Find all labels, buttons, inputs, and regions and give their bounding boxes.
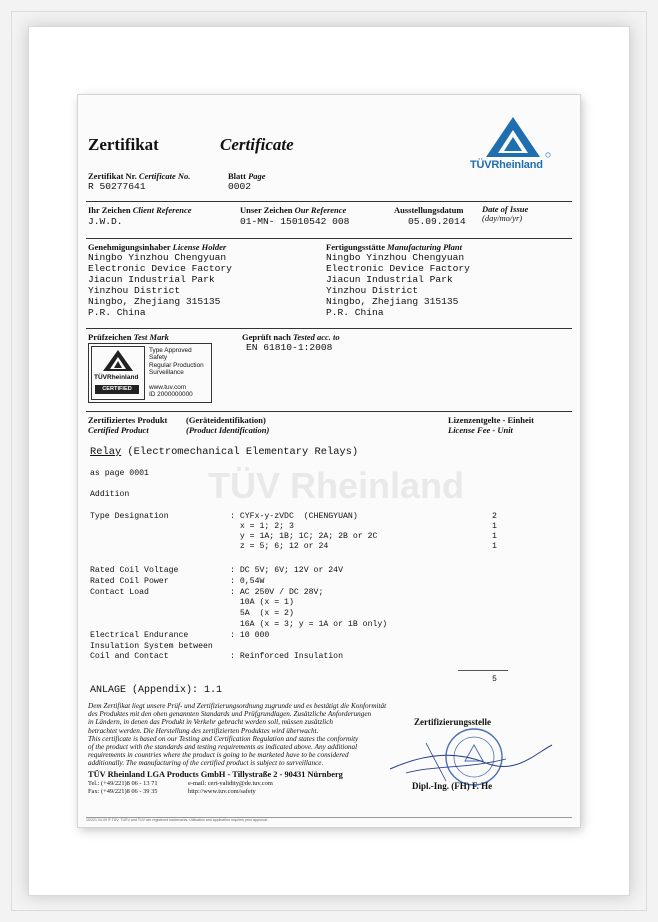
addition-text: Addition [90, 490, 130, 499]
tuv-logo [468, 113, 558, 175]
client-ref-value: J.W.D. [88, 216, 123, 227]
our-ref-label: Unser Zeichen Our Reference [240, 205, 347, 215]
row-fee: 2 [492, 512, 497, 521]
spec-key: Rated Coil Voltage [90, 566, 179, 575]
spec-row [90, 652, 570, 663]
tested-label: Geprüft nach Tested acc. to [242, 332, 340, 342]
issue-date-label: Ausstellungsdatum [394, 205, 464, 215]
spec-value: 16A (x = 3; y = 1A or 1B only) [230, 619, 388, 629]
holder-line: Electronic Device Factory [88, 263, 232, 274]
product-ident-label: (Geräteidentifikation) (Product Identification) [186, 415, 270, 435]
row-fee: 1 [492, 522, 497, 531]
row-fee: 1 [492, 542, 497, 551]
plant-line: Yinzhou District [326, 285, 419, 296]
spec-value: 10A (x = 1) [230, 598, 294, 608]
mark-footer [149, 384, 193, 399]
row-value: x = 1; 2; 3 [230, 522, 294, 531]
plant-address [326, 252, 470, 318]
legal-line: des Produktes mit den oben genannten Standards und Prüfgrundlagen. Zusätzliche Anforderungen [88, 710, 372, 719]
divider [86, 201, 572, 202]
test-mark-badge [88, 343, 212, 403]
page-label: Blatt Page [228, 171, 266, 181]
fee-total-line [458, 670, 508, 671]
product-name-main: Relay [90, 446, 122, 458]
cert-no-label: Zertifikat Nr. Certificate No. [88, 171, 191, 181]
title-de: Zertifikat [88, 135, 159, 154]
spec-value: : 10 000 [230, 630, 270, 640]
client-ref-label: Ihr Zeichen Client Reference [88, 205, 192, 215]
holder-label: Genehmigungsinhaber License Holder [88, 242, 227, 252]
legal-text [88, 702, 408, 768]
holder-line: Ningbo, Zhejiang 315135 [88, 296, 221, 307]
cert-body-label: Zertifizierungsstelle [414, 717, 491, 727]
row-key: Type Designation [90, 512, 169, 521]
spec-value: 5A (x = 2) [230, 609, 294, 619]
mark-line: Type Approved [149, 347, 192, 354]
page-value: 0002 [228, 181, 252, 192]
plant-label: Fertigungsstätte Manufacturing Plant [326, 242, 463, 252]
legal-line: requirements in countries where the product is going to be marketed have to be considered [88, 751, 349, 760]
fax-text: Fax: (+49/221)8 06 - 39 35 [88, 788, 158, 795]
table-row [90, 542, 570, 552]
mark-id: ID 2000000000 [149, 391, 193, 399]
plant-line: Ningbo Yinzhou Chengyuan [326, 252, 465, 263]
footer-note: 10/221 04.09 ® TÜV, TUEV and TUV are registered trademarks. Utilisation and application requires prior approval. [86, 818, 268, 822]
mark-certified: CERTIFIED [95, 385, 139, 394]
divider [86, 238, 572, 239]
table-row [90, 522, 570, 532]
signer-name: Dipl.-Ing. (FH) F. He [412, 781, 493, 791]
contact-row [88, 780, 408, 788]
holder-line: Jiacun Industrial Park [88, 274, 215, 285]
mark-line: Regular Production [149, 361, 204, 369]
holder-line: P.R. China [88, 307, 146, 318]
product-name [90, 447, 358, 458]
website-link[interactable]: http://www.tuv.com/safety [188, 788, 256, 795]
mark-line: Surveillance [149, 369, 184, 377]
spec-row [90, 642, 570, 653]
spec-key: Insulation System between [90, 641, 213, 651]
spec-row [90, 588, 570, 599]
spec-key: Rated Coil Power [90, 576, 169, 586]
spec-value: : Reinforced Insulation [230, 652, 344, 662]
tuv-triangle-icon [468, 113, 558, 163]
legal-line: Dem Zertifikat liegt unsere Prüf- und Zertifizierungsordnung zugrunde und es bestätigt die Konformität [88, 702, 387, 710]
watermark-text: TÜV Rheinland [208, 465, 465, 506]
legal-line: additionally. The manufacturing of the certified product is subject to surveillance. [88, 759, 324, 768]
mark-triangle-icon [92, 347, 144, 375]
spec-value: : AC 250V / DC 28V; [230, 587, 324, 597]
divider [86, 411, 572, 412]
row-fee: 1 [492, 532, 497, 541]
title-en: Certificate [220, 135, 294, 154]
spec-key: Electrical Endurance [90, 630, 189, 640]
appendix-text: ANLAGE (Appendix): 1.1 [90, 685, 223, 696]
spec-key: Contact Load [90, 587, 149, 597]
tuv-logo-text: TÜVRheinland [470, 159, 543, 171]
legal-line: of the product with the standards and testing requirements as indicated above. Any additional [88, 743, 358, 752]
cert-no-value: R 50277641 [88, 181, 146, 192]
divider [86, 328, 572, 329]
company-address: TÜV Rheinland LGA Products GmbH - Tillystraße 2 - 90431 Nürnberg [88, 770, 343, 779]
contact-row [88, 788, 408, 796]
spec-key: Coil and Contact [90, 652, 169, 662]
issue-date-value: 05.09.2014 [408, 216, 466, 227]
fee-total: 5 [492, 675, 497, 684]
type-designation-table [90, 512, 570, 552]
holder-line: Ningbo Yinzhou Chengyuan [88, 252, 227, 263]
specs-table [90, 566, 570, 663]
row-value: z = 5; 6; 12 or 24 [230, 542, 329, 551]
spec-row [90, 620, 570, 631]
spec-row [90, 577, 570, 588]
table-row [90, 512, 570, 522]
plant-line: P.R. China [326, 307, 384, 318]
row-value: : CYFx-y-zVDC (CHENGYUAN) [230, 512, 358, 521]
legal-line: in Ländern, in denen das Produkt in Verkehr gebracht werden soll, müssen zusätzlich [88, 718, 334, 727]
holder-line: Yinzhou District [88, 285, 181, 296]
standard-value: EN 61810-1:2008 [246, 342, 333, 353]
mark-url: www.tuv.com [149, 384, 187, 391]
contact-block [88, 780, 408, 796]
plant-line: Jiacun Industrial Park [326, 274, 453, 285]
spec-row [90, 609, 570, 620]
our-ref-value: 01-MN- 15010542 008 [240, 216, 350, 227]
product-label: Zertifiziertes Produkt Certified Product [88, 415, 168, 435]
legal-line: betrachtet werden. Die Herstellung des zertifizierten Produktes wird überwacht. [88, 726, 319, 735]
as-page-text: as page 0001 [90, 469, 149, 478]
plant-line: Ningbo, Zhejiang 315135 [326, 296, 459, 307]
spec-value: : 0,54W [230, 576, 265, 586]
phone-text: Tel.: (+49/221)8 06 - 13 71 [88, 780, 158, 787]
spec-row [90, 566, 570, 577]
table-row [90, 532, 570, 542]
spec-row [90, 631, 570, 642]
mark-logo-box [91, 346, 145, 400]
plant-line: Electronic Device Factory [326, 263, 470, 274]
fee-label: Lizenzentgelte - Einheit License Fee - Unit [448, 415, 534, 435]
legal-line: This certificate is based on our Testing and Certification Regulation and states the conformity [88, 734, 359, 743]
email-link[interactable]: e-mail: cert-validity@de.tuv.com [188, 780, 273, 787]
product-name-rest: (Electromechanical Elementary Relays) [121, 446, 359, 458]
certificate-page [78, 95, 580, 827]
issue-date-label-en: Date of Issue (day/mo/yr) [482, 204, 529, 223]
row-value: y = 1A; 1B; 1C; 2A; 2B or 2C [230, 532, 378, 541]
test-mark-label: Prüfzeichen Test Mark [88, 332, 169, 342]
spec-value: : DC 5V; 6V; 12V or 24V [230, 566, 344, 575]
mark-brand: TÜVRheinland [94, 374, 139, 381]
spec-row [90, 598, 570, 609]
mark-line: Safety [149, 354, 168, 362]
holder-address [88, 252, 232, 318]
mark-text [149, 347, 204, 377]
